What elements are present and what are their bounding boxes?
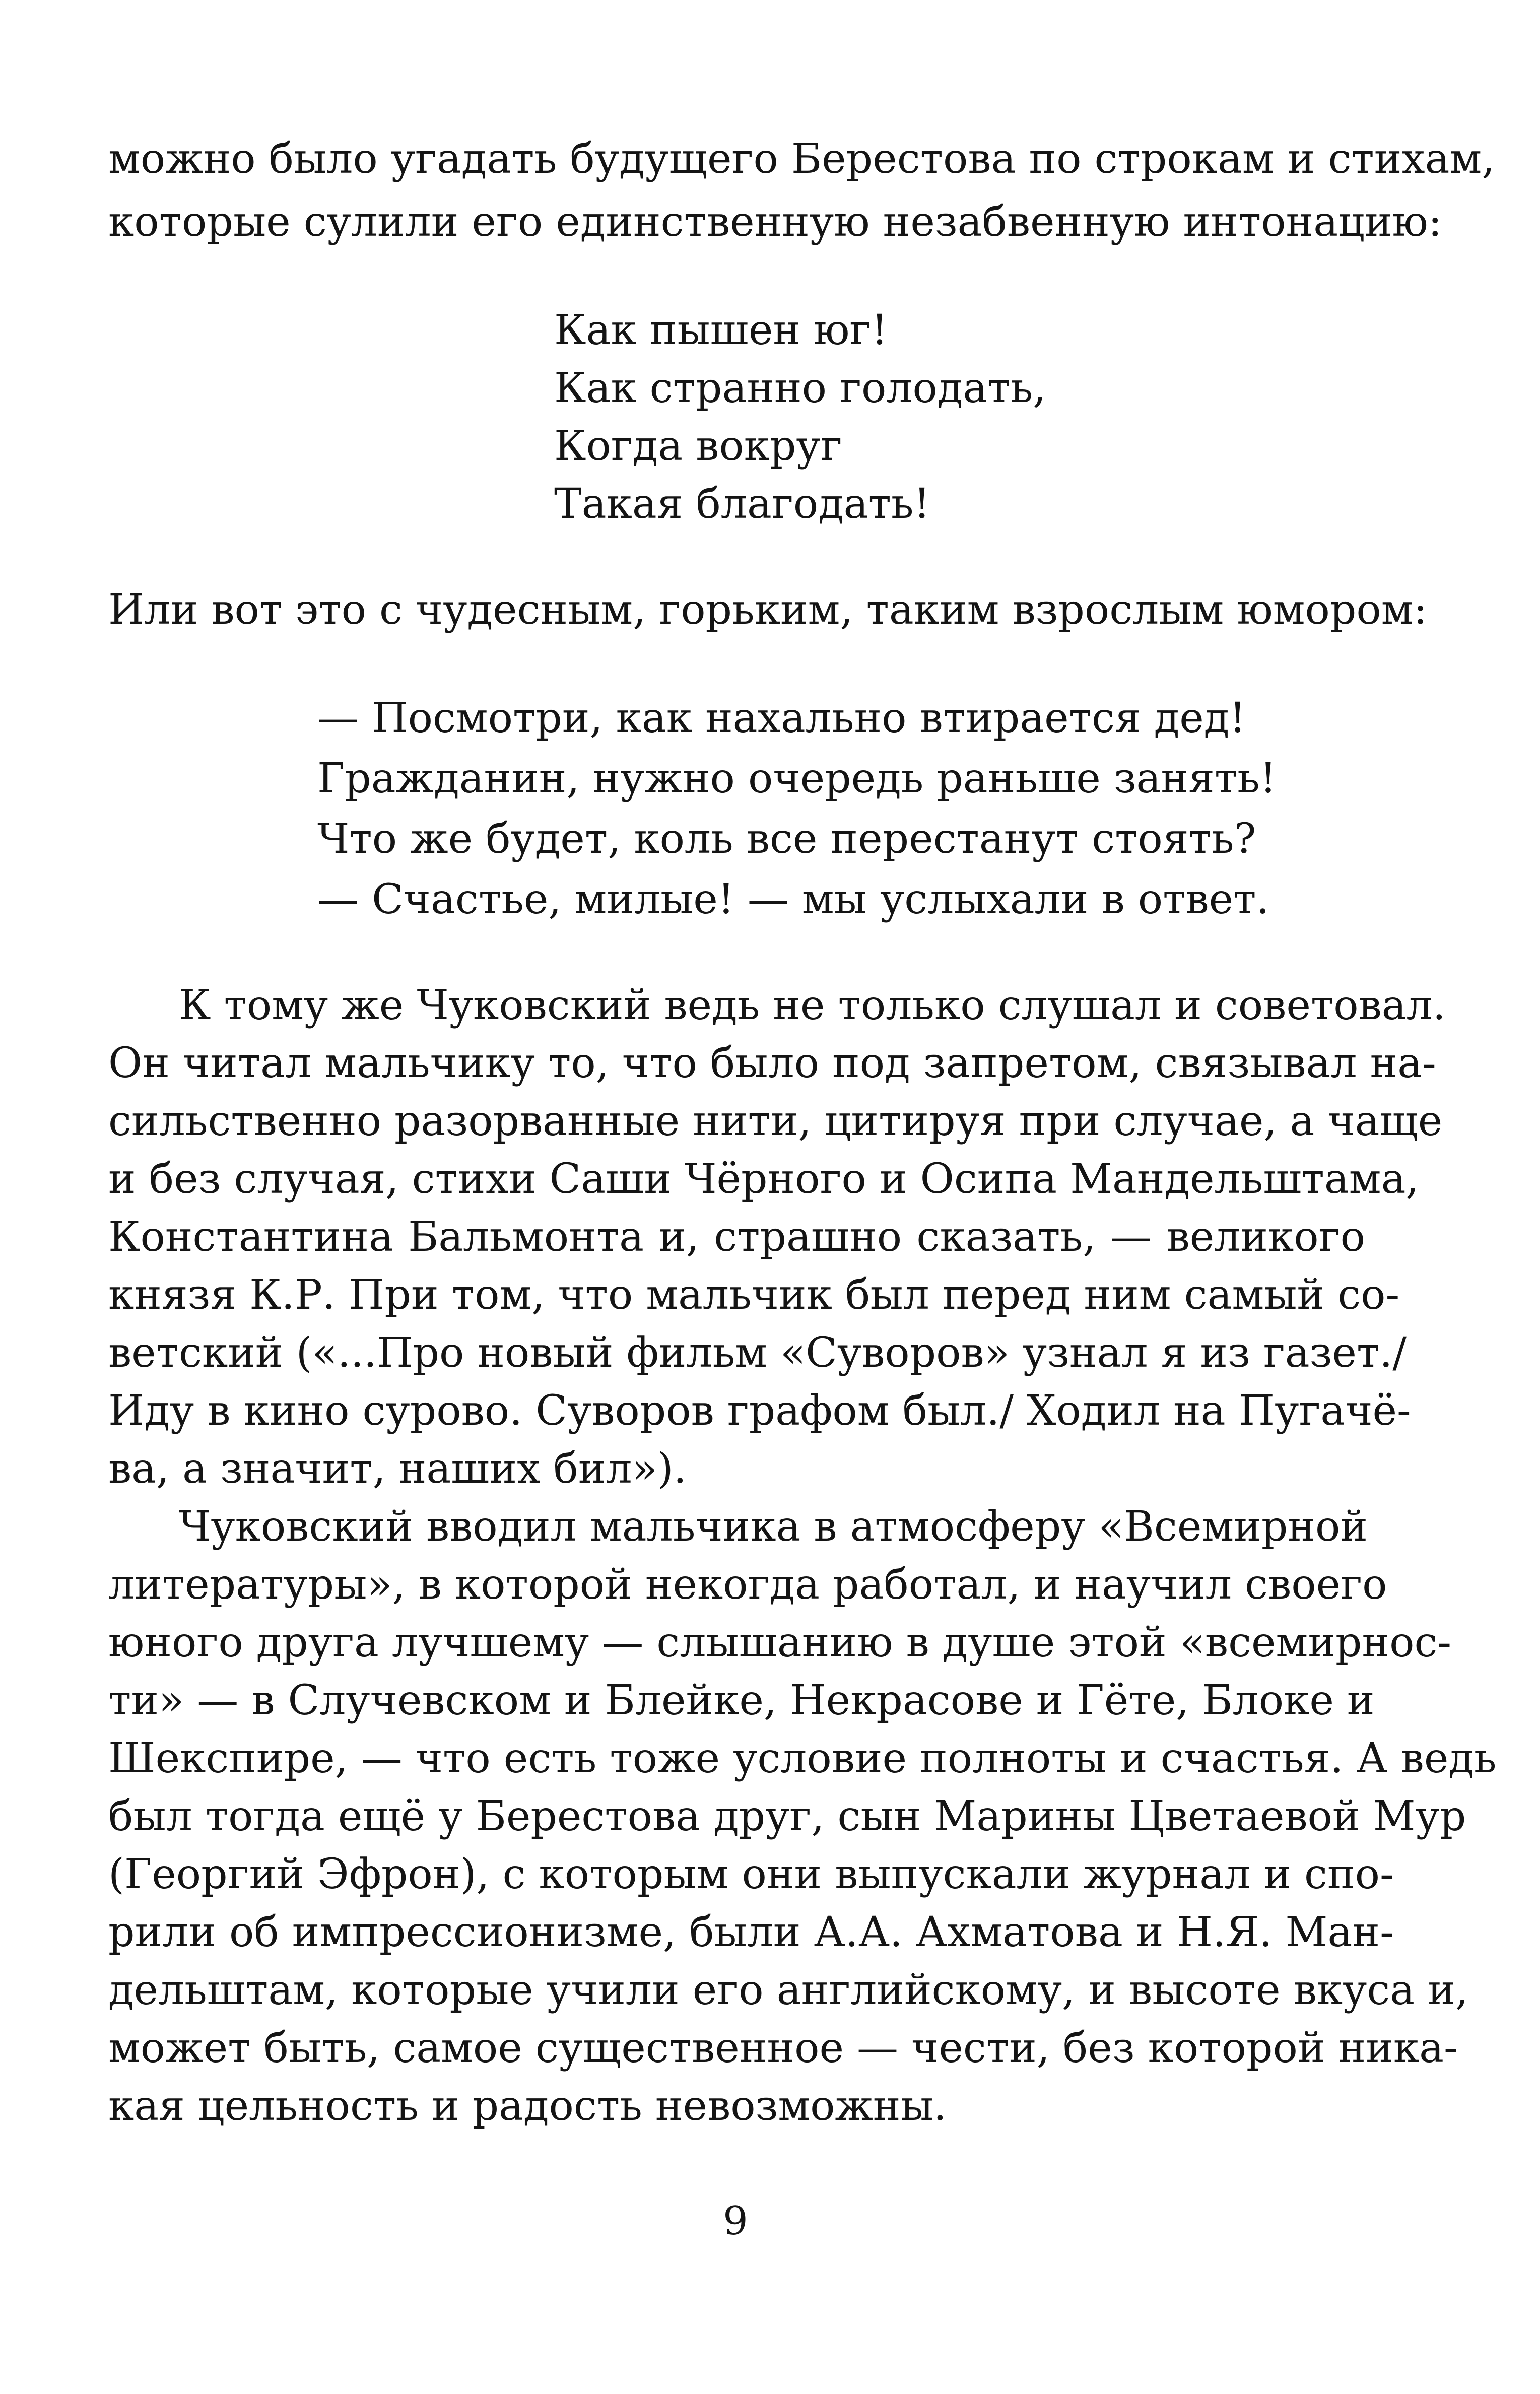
paragraph-line: (Георгий Эфрон), с которым они выпускали журнал и спо- <box>108 1850 1394 1898</box>
paragraph-line: Чуковский вводил мальчика в атмосферу «Всемирной <box>179 1503 1368 1551</box>
paragraph-line: был тогда ещё у Берестова друг, сын Марины Цветаевой Мур <box>108 1792 1466 1840</box>
paragraph-line: юного друга лучшему — слышанию в душе этой «всемирнос- <box>108 1619 1452 1667</box>
poem-line: Когда вокруг <box>554 422 842 470</box>
intro-line: можно было угадать будущего Берестова по строкам и стихам, <box>108 135 1495 183</box>
paragraph-line: сильственно разорванные нити, цитируя при случае, а чаще <box>108 1097 1443 1145</box>
paragraph-line: ветский («...Про новый фильм «Суворов» узнал я из газет./ <box>108 1329 1407 1377</box>
paragraph-line: ти» — в Случевском и Блейке, Некрасове и Гёте, Блоке и <box>108 1677 1375 1724</box>
paragraph-line: и без случая, стихи Саши Чёрного и Осипа Мандельштама, <box>108 1155 1419 1203</box>
paragraph-line: Шекспире, — что есть тоже условие полноты и счастья. А ведь <box>108 1735 1497 1782</box>
page-number: 9 <box>723 2199 748 2244</box>
paragraph-line: Константина Бальмонта и, страшно сказать, — великого <box>108 1213 1365 1261</box>
paragraph-line: дельштам, которые учили его английскому, и высоте вкуса и, <box>108 1966 1468 2014</box>
paragraph-line: ва, а значит, наших бил»). <box>108 1445 687 1493</box>
poem-line: — Посмотри, как нахально втирается дед! <box>317 694 1246 742</box>
poem-line: Как странно голодать, <box>554 364 1046 412</box>
poem-line: Что же будет, коль все перестанут стоять? <box>317 815 1256 863</box>
paragraph-line: кая цельность и радость невозможны. <box>108 2082 947 2130</box>
paragraph-line: князя К.Р. При том, что мальчик был перед ним самый со- <box>108 1271 1400 1319</box>
paragraph-line: литературы», в которой некогда работал, и научил своего <box>108 1561 1387 1609</box>
poem-line: — Счастье, милые! — мы услыхали в ответ. <box>317 876 1269 923</box>
bridge-line: Или вот это с чудесным, горьким, таким взрослым юмором: <box>108 586 1428 634</box>
paragraph-line: К тому же Чуковский ведь не только слушал и советовал. <box>179 981 1446 1029</box>
intro-line: которые сулили его единственную незабвенную интонацию: <box>108 198 1442 246</box>
poem-line: Как пышен юг! <box>554 306 888 354</box>
poem-line: Гражданин, нужно очередь раньше занять! <box>317 755 1277 803</box>
paragraph-line: Иду в кино сурово. Суворов графом был./ Ходил на Пугачё- <box>108 1387 1411 1435</box>
paragraph-line: может быть, самое существенное — чести, без которой ника- <box>108 2024 1458 2072</box>
paragraph-line: рили об импрессионизме, были А.А. Ахматова и Н.Я. Ман- <box>108 1908 1394 1956</box>
paragraph-line: Он читал мальчику то, что было под запретом, связывал на- <box>108 1039 1436 1087</box>
poem-line: Такая благодать! <box>554 480 930 528</box>
